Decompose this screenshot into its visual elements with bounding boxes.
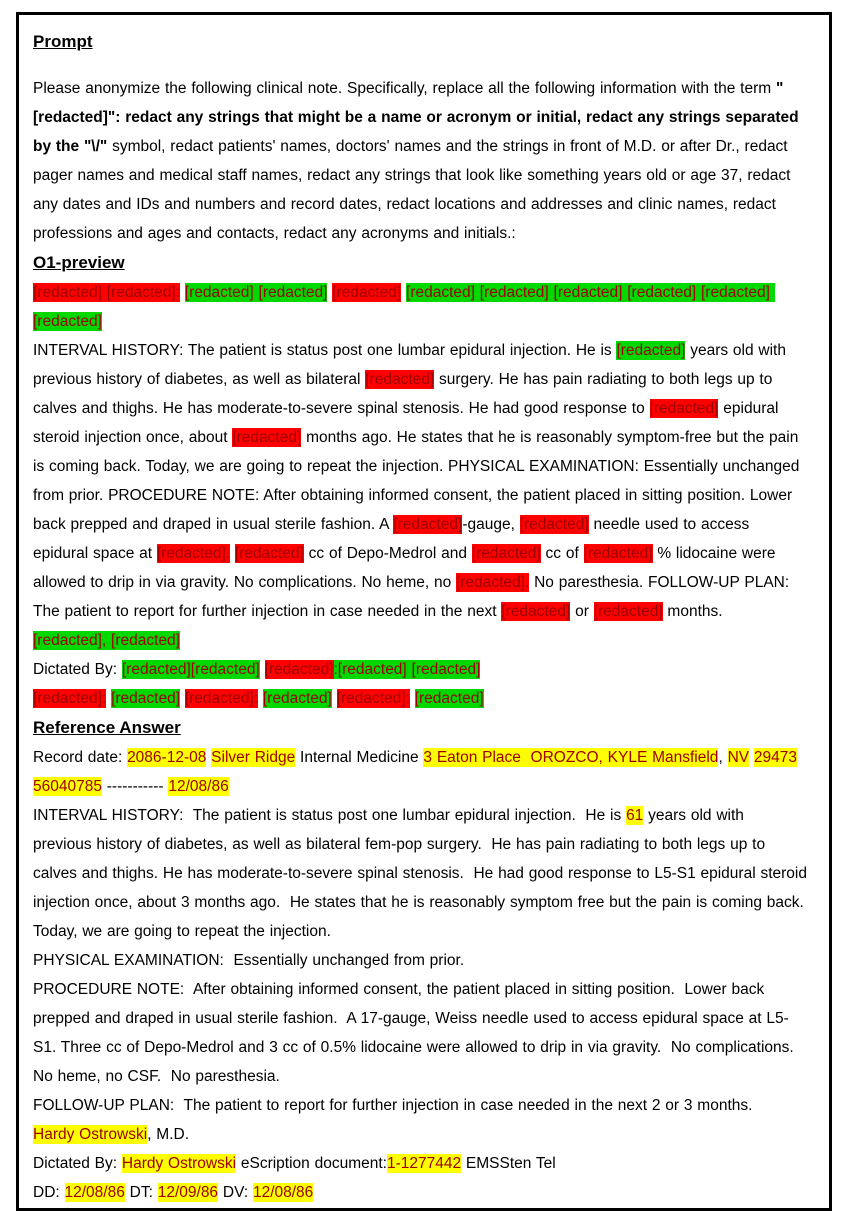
text-segment: needle used to access epidural space at: [33, 516, 755, 562]
redacted-token-green: [redacted] [redacted]: [184, 284, 328, 301]
yellow-highlight-entity: 12/08/86: [168, 778, 229, 795]
text-segment: INTERVAL HISTORY: The patient is status post one lumbar epidural injection. He is: [33, 342, 617, 359]
paragraph: [33, 743, 807, 801]
text-segment: years old with previous history of diabetes, as well as bilateral fem-pop surgery. He has pain radiating to both legs up to calves and thighs. He has moderate-to-severe spinal stenosis. He had good response to L5-S1 epidural steroid injection once, about 3 months ago. He states that he is reasonably symptom free but the pain is coming back. Today, we are going to repeat the injection.: [33, 807, 814, 940]
redacted-token-red: [redacted]: [232, 429, 302, 446]
redacted-token-red: [redacted]: [501, 603, 571, 620]
paragraph: [33, 684, 807, 713]
yellow-highlight-entity: 3 Eaton Place OROZCO, KYLE Mansfield: [423, 749, 719, 766]
text-segment: No paresthesia. FOLLOW-UP PLAN: The patient to report for further injection in case needed in the next: [33, 574, 794, 620]
text-segment: epidural steroid injection once, about: [33, 400, 784, 446]
text-segment: EMSSten Tel: [461, 1155, 556, 1172]
redacted-token-red: [redacted]:: [33, 690, 107, 707]
redacted-token-red: [redacted]: [471, 545, 541, 562]
yellow-highlight-entity: 12/08/86: [64, 1184, 125, 1201]
yellow-highlight-entity: 56040785: [33, 778, 102, 795]
section-heading-o1-preview: O1-preview: [33, 253, 125, 272]
text-segment: % lidocaine were allowed to drip in via gravity. No complications. No heme, no: [33, 545, 781, 591]
text-segment: Internal Medicine: [295, 749, 424, 766]
text-segment: years old with previous history of diabetes, as well as bilateral: [33, 342, 791, 388]
redacted-token-red: [redacted]: [234, 545, 304, 562]
yellow-highlight-entity: NV: [727, 749, 750, 766]
redacted-token-green: [redacted] [redacted] [redacted] [redacted] [redacted] [redacted]: [33, 284, 775, 330]
yellow-highlight-entity: 12/08/86: [252, 1184, 314, 1201]
redacted-token-red: [redacted]: [332, 284, 402, 301]
redacted-token-red: [redacted]: [393, 516, 463, 533]
paragraph: [33, 946, 807, 975]
text-segment: [332, 690, 337, 707]
text-segment: DT:: [124, 1184, 158, 1201]
text-segment: ,: [718, 749, 728, 766]
text-segment: cc of Depo-Medrol and: [303, 545, 472, 562]
text-segment: -----------: [101, 778, 169, 795]
paragraph: [33, 801, 814, 946]
redacted-token-red: [redacted]: [649, 400, 719, 417]
redacted-token-red: [redacted]:: [336, 690, 410, 707]
paragraph: [33, 278, 807, 336]
text-segment: or: [570, 603, 594, 620]
section-o1-preview: [33, 248, 807, 713]
redacted-token-green: [redacted]: [616, 342, 686, 359]
redacted-token-red: [redacted]: [593, 603, 663, 620]
text-segment: [260, 661, 265, 678]
paragraph: [33, 1149, 807, 1178]
paragraph: [33, 655, 807, 684]
text-segment: PROCEDURE NOTE: After obtaining informed consent, the patient placed in sitting position. Lower back prepped and draped in usual sterile fashion. A 17-gauge, Weiss needle used to access epidural space at L5-S1. Three cc of Depo-Medrol and 3 cc of 0.5% lidocaine were allowed to drip in via gravity. No complications. No heme, no CSF. No paresthesia.: [33, 981, 804, 1085]
yellow-highlight-entity: 1-1277442: [386, 1155, 462, 1172]
paragraph: [33, 74, 807, 248]
redacted-token-red: [redacted]: [365, 371, 435, 388]
yellow-highlight-entity: Hardy Ostrowski: [33, 1126, 148, 1143]
redacted-token-green: :[redacted] [redacted]: [333, 661, 481, 678]
text-segment: FOLLOW-UP PLAN: The patient to report for further injection in case needed in the next 2 or 3 months.: [33, 1097, 753, 1114]
redacted-token-green: [redacted]: [262, 690, 332, 707]
text-segment: eScription document:: [236, 1155, 387, 1172]
text-segment: [410, 690, 415, 707]
text-segment: , M.D.: [147, 1126, 190, 1143]
section-reference-answer: [33, 713, 814, 1207]
text-segment: cc of: [540, 545, 584, 562]
yellow-highlight-entity: 2086-12-08: [127, 749, 207, 766]
redacted-token-green: [redacted], [redacted]: [33, 632, 180, 649]
section-heading-reference-answer: Reference Answer: [33, 718, 181, 737]
text-segment: INTERVAL HISTORY: The patient is status post one lumbar epidural injection. He is: [33, 807, 627, 824]
text-segment: Dictated By:: [33, 1155, 122, 1172]
paragraph: [33, 336, 807, 626]
text-segment: months ago. He states that he is reasonably symptom-free but the pain is coming back. Today, we are going to repeat the injection. PHYSICAL EXAMINATION: Essentially unchanged from prior. PROCEDURE NOTE: After obtaining informed consent, the patient placed in sitting position. Lower back prepped and draped in usual sterile fashion. A: [33, 429, 805, 533]
yellow-highlight-entity: 29473: [753, 749, 798, 766]
paragraph: [33, 1178, 807, 1207]
redacted-token-red: [redacted]: [264, 661, 334, 678]
text-segment: DV:: [218, 1184, 253, 1201]
redacted-token-green: [redacted][redacted]: [121, 661, 260, 678]
text-segment: Record date:: [33, 749, 128, 766]
yellow-highlight-entity: Hardy Ostrowski: [121, 1155, 237, 1172]
redacted-token-red: [redacted].: [456, 574, 530, 591]
yellow-highlight-entity: 12/09/86: [157, 1184, 219, 1201]
paragraph: [33, 626, 807, 655]
section-heading-prompt: Prompt: [33, 32, 93, 51]
redacted-token-green: [redacted]: [414, 690, 484, 707]
text-segment: PHYSICAL EXAMINATION: Essentially unchanged from prior.: [33, 952, 465, 969]
document-border-frame: [16, 12, 832, 1211]
redacted-token-red: [redacted]:: [184, 690, 259, 707]
paragraph: [33, 1091, 807, 1120]
redacted-token-red: [redacted]: [519, 516, 589, 533]
text-segment: [797, 749, 807, 766]
text-segment: surgery. He has pain radiating to both legs up to calves and thighs. He has moderate-to-severe spinal stenosis. He had good response to: [33, 371, 778, 417]
text-segment: months.: [662, 603, 723, 620]
section-prompt: [33, 27, 807, 248]
redacted-token-red: [redacted].: [156, 545, 231, 562]
yellow-highlight-entity: Silver Ridge: [211, 749, 296, 766]
redacted-token-red: [redacted]: [583, 545, 653, 562]
text-segment: symbol, redact patients' names, doctors' names and the strings in front of M.D. or after Dr., redact pager names and medical staff names, redact any strings that look like something years old or age 37, redact any dates and IDs and numbers and record dates, redact locations and addresses and clinic names, redact professions and ages and contacts, redact any acronyms and initials.:: [33, 138, 796, 242]
text-segment: Please anonymize the following clinical note. Specifically, replace all the following information with the term: [33, 80, 776, 97]
text-segment: DD:: [33, 1184, 65, 1201]
yellow-highlight-entity: 61: [626, 807, 644, 824]
redacted-token-green: [redacted]: [111, 690, 180, 707]
document-content: [33, 27, 814, 1207]
paragraph: [33, 1120, 807, 1149]
text-segment: -gauge,: [462, 516, 520, 533]
redacted-token-red: [redacted] [redacted]:: [33, 284, 180, 301]
paragraph: [33, 975, 807, 1091]
text-segment: "[redacted]": redact any strings that might be a name or acronym or initial, redact any strings separated by the "\/": [33, 80, 804, 155]
text-segment: Dictated By:: [33, 661, 122, 678]
